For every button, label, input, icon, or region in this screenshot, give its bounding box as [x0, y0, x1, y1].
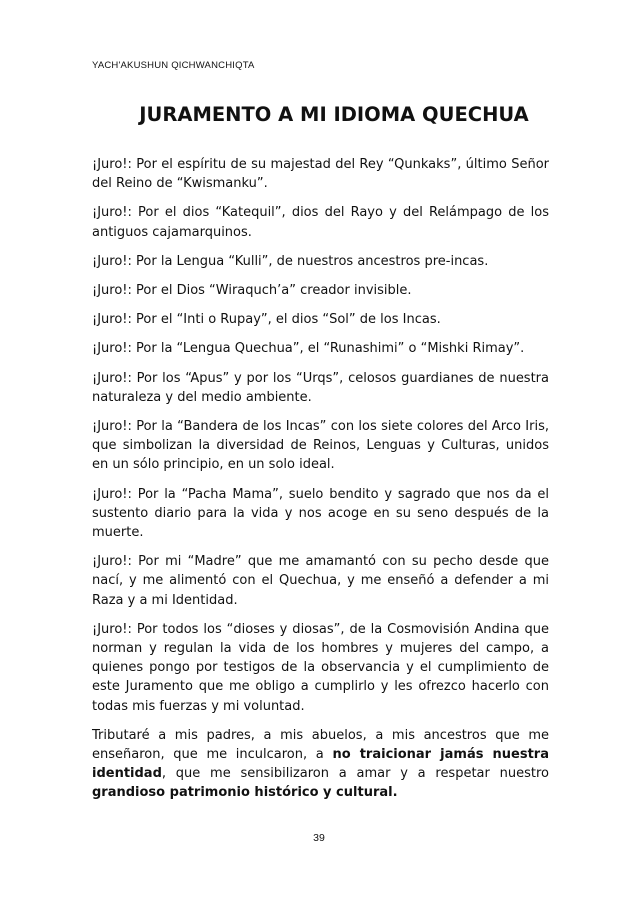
paragraph: ¡Juro!: Por el “Inti o Rupay”, el dios “Sol” de los Incas.: [92, 312, 441, 328]
final-bold-2: grandioso patrimonio histórico y cultural.: [92, 785, 398, 801]
page-number: 39: [313, 832, 325, 844]
final-paragraph: [92, 726, 549, 803]
final-bold-1: no traicionar jamás nuestra identidad: [92, 747, 549, 782]
running-header: YACH'AKUSHUN QICHWANCHIQTA: [92, 60, 255, 71]
paragraph: ¡Juro!: Por la “Lengua Quechua”, el “Runashimi” o “Mishki Rimay”.: [92, 341, 525, 357]
paragraph: ¡Juro!: Por el dios “Katequil”, dios del Rayo y del Relámpago de los antiguos cajamarquinos.: [92, 205, 549, 240]
paragraph: ¡Juro!: Por mi “Madre” que me amamantó con su pecho desde que nací, y me alimentó con el Quechua, y me enseñó a defender a mi Raza y a mi Identidad.: [92, 554, 549, 608]
paragraph: ¡Juro!: Por los “Apus” y por los “Urqs”, celosos guardianes de nuestra naturaleza y del medio ambiente.: [92, 370, 549, 405]
paragraph: ¡Juro!: Por todos los “dioses y diosas”, de la Cosmovisión Andina que norman y regulan la vida de los hombres y mujeres del campo, a quienes pongo por testigos de la observancia y el cumplimiento de este Juramento que me obligo a cumplirlo y les ofrezco hacerlo con todas mis fuerzas y mi voluntad.: [92, 621, 549, 714]
paragraph: ¡Juro!: Por el espíritu de su majestad del Rey “Qunkaks”, último Señor del Reino de “Kwismanku”.: [92, 157, 549, 192]
paragraph: ¡Juro!: Por el Dios “Wiraquch’a” creador invisible.: [92, 283, 412, 299]
final-text-1: Tributaré a mis padres, a mis abuelos, a mis ancestros que me enseñaron, que me inculcaron, a: [92, 727, 549, 763]
paragraph: ¡Juro!: Por la “Pacha Mama”, suelo bendito y sagrado que nos da el sustento diario para la vida y nos acoge en su seno después de la muerte.: [92, 486, 549, 541]
paragraph: ¡Juro!: Por la “Bandera de los Incas” con los siete colores del Arco Iris, que simbolizan la diversidad de Reinos, Lenguas y Culturas, unidos en un sólo principio, en un solo ideal.: [92, 419, 549, 473]
final-text-2: , que me sensibilizaron a amar y a respetar nuestro: [161, 766, 549, 782]
paragraph: ¡Juro!: Por la Lengua “Kulli”, de nuestros ancestros pre-incas.: [92, 253, 489, 269]
page-title: JURAMENTO A MI IDIOMA QUECHUA: [139, 103, 529, 126]
body-text: [92, 155, 549, 813]
